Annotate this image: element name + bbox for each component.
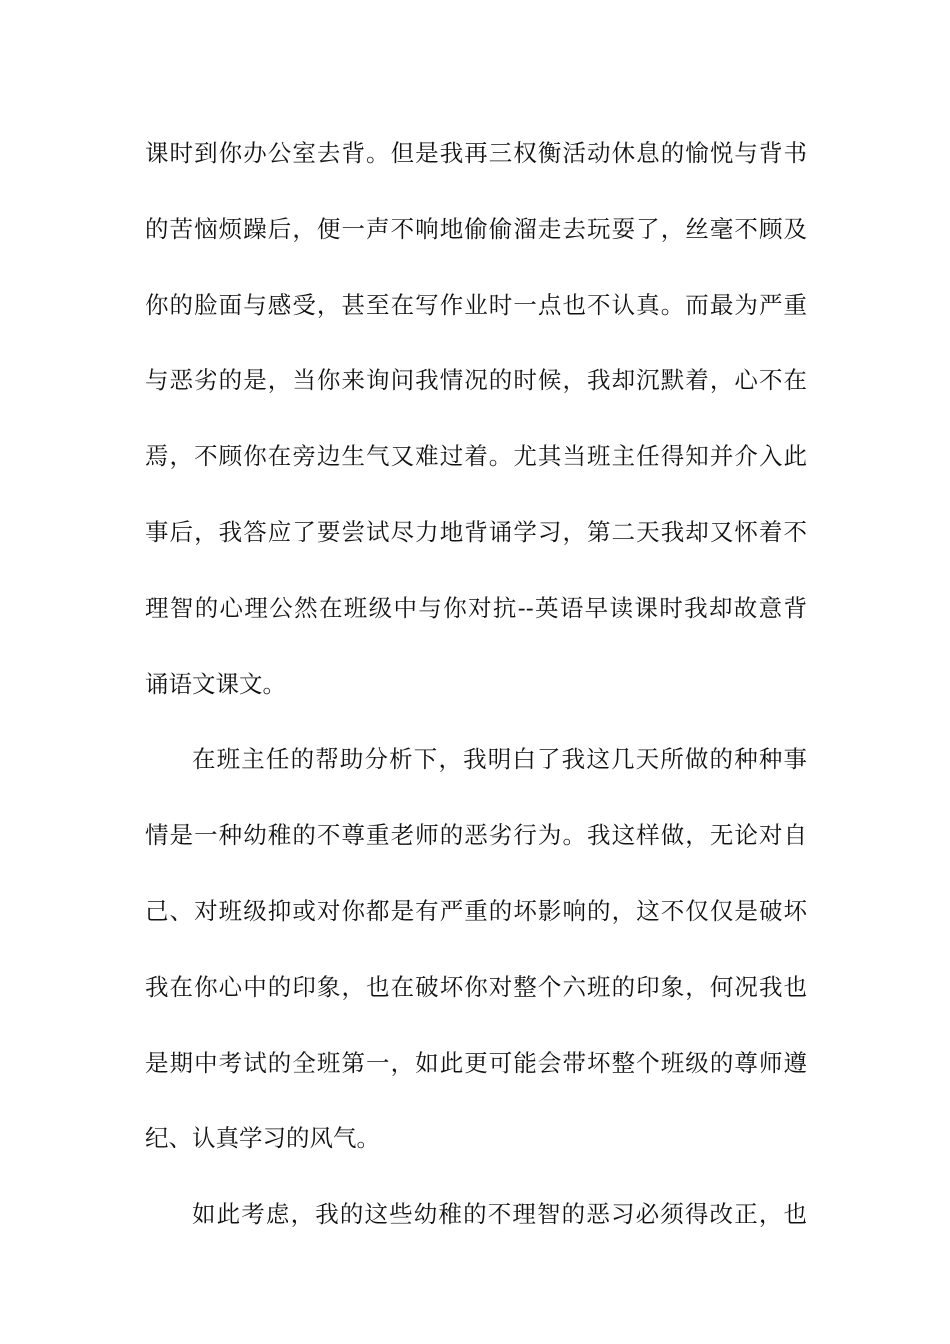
text-line: 是期中考试的全班第一，如此更可能会带坏整个班级的尊师遵	[145, 1048, 807, 1077]
text-line: 我在你心中的印象，也在破坏你对整个六班的印象，何况我也	[145, 972, 807, 1001]
text-line: 的苦恼烦躁后，便一声不响地偷偷溜走去玩耍了，丝毫不顾及	[145, 214, 807, 243]
text-line: 己、对班级抑或对你都是有严重的坏影响的，这不仅仅是破坏	[145, 896, 807, 925]
text-line: 诵语文课文。	[145, 669, 286, 698]
text-line: 理智的心理公然在班级中与你对抗--英语早读课时我却故意背	[145, 593, 807, 622]
text-line: 在班主任的帮助分析下，我明白了我这几天所做的种种事	[192, 745, 807, 774]
text-line: 焉，不顾你在旁边生气又难过着。尤其当班主任得知并介入此	[145, 442, 807, 471]
text-line: 课时到你办公室去背。但是我再三权衡活动休息的愉悦与背书	[145, 139, 807, 167]
body-text	[145, 127, 807, 1264]
text-line: 纪、认真学习的风气。	[145, 1124, 380, 1153]
text-line: 情是一种幼稚的不尊重老师的恶劣行为。我这样做，无论对自	[145, 821, 807, 850]
text-line: 与恶劣的是，当你来询问我情况的时候，我却沉默着，心不在	[145, 366, 807, 395]
text-line: 事后，我答应了要尝试尽力地背诵学习，第二天我却又怀着不	[145, 517, 807, 546]
text-line: 如此考虑，我的这些幼稚的不理智的恶习必须得改正，也	[192, 1200, 807, 1229]
text-line: 你的脸面与感受，甚至在写作业时一点也不认真。而最为严重	[145, 290, 807, 319]
